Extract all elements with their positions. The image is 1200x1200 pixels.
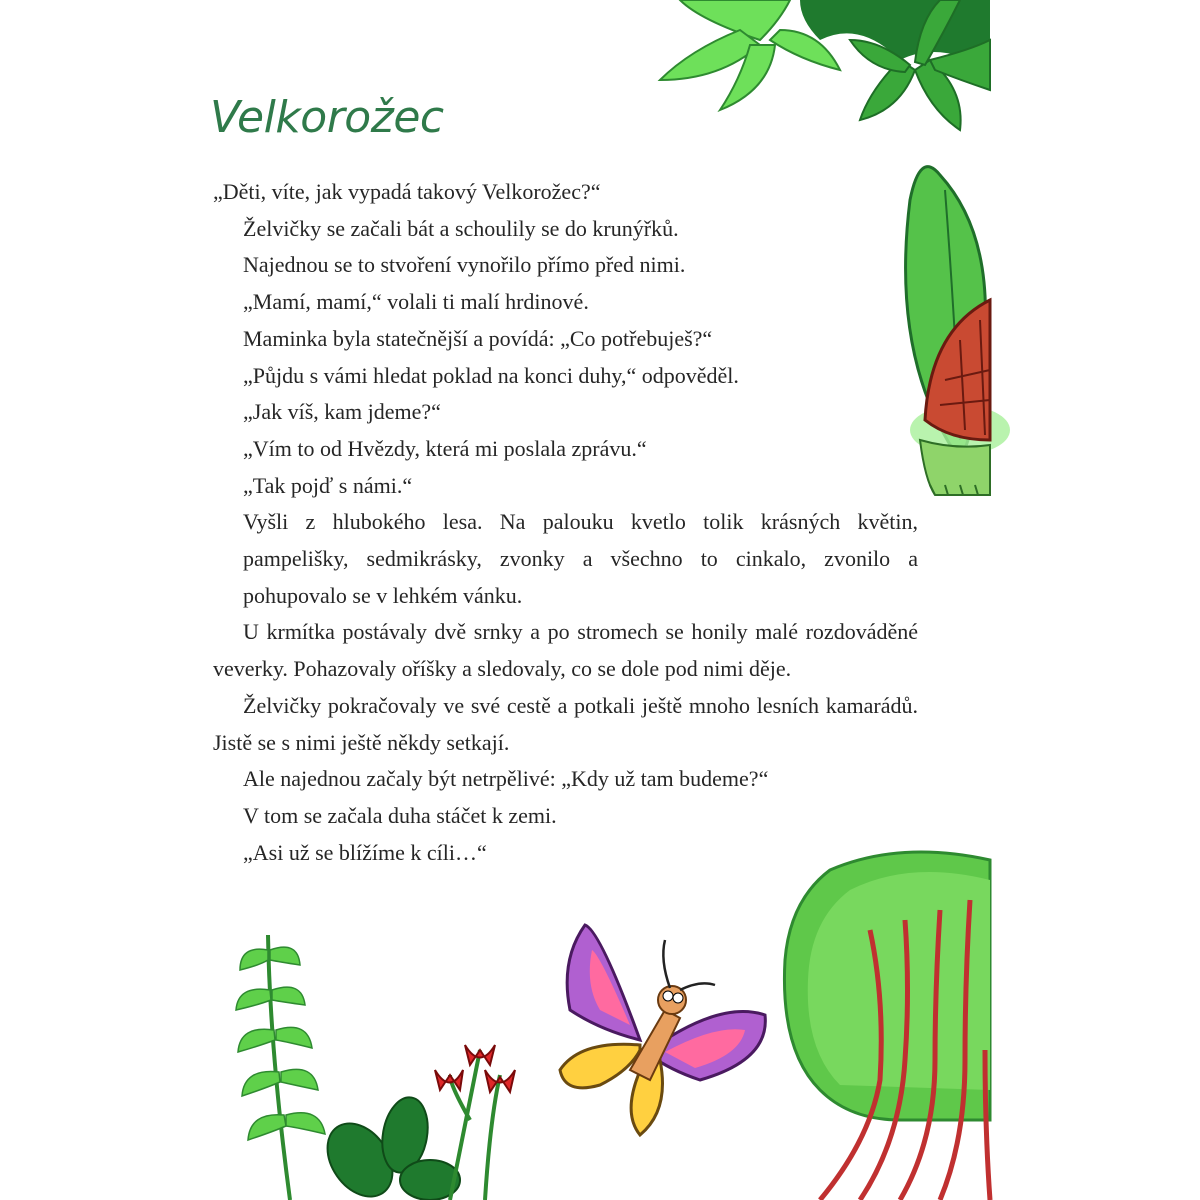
story-paragraph: Najednou se to stvoření vynořilo přímo před nimi.: [243, 252, 686, 278]
top-foliage-icon: [660, 0, 990, 130]
story-paragraph: „Vím to od Hvězdy, která mi poslala zprávu.“: [243, 435, 647, 461]
story-paragraph: „Mamí, mamí,“ volali ti malí hrdinové.: [243, 289, 589, 315]
story-paragraph: „Tak pojď s námi.“: [243, 472, 413, 498]
bush-icon: [784, 852, 990, 1200]
story-paragraph: Želvičky pokračovaly ve své cestě a potkali ještě mnoho lesních kamarádů. Jistě se s nimi ještě někdy setkají.: [213, 692, 918, 755]
story-paragraph: V tom se začala duha stáčet k zemi.: [243, 802, 557, 828]
story-paragraph: Vyšli z hlubokého lesa. Na palouku kvetlo tolik krásných květin, pampelišky, sedmikrásky, zvonky a všechno to cinkalo, zvonilo a pohupovalo se v lehkém vánku.: [243, 509, 918, 608]
story-paragraph: Maminka byla statečnější a povídá: „Co potřebuješ?“: [243, 325, 713, 351]
story-paragraph: „Asi už se blížíme k cíli…“: [243, 839, 487, 865]
turtle-icon: [906, 167, 1010, 495]
story-paragraph: Želvičky se začali bát a schoulily se do krunýřků.: [243, 215, 679, 241]
butterfly-icon: [560, 925, 765, 1135]
story-paragraph: „Jak víš, kam jdeme?“: [243, 399, 441, 425]
story-title: Velkorožec: [210, 92, 444, 143]
story-paragraph: U krmítka postávaly dvě srnky a po stromech se honily malé rozdováděné veverky. Pohazovaly oříšky a sledovaly, co se dole pod nimi děje.: [213, 619, 918, 682]
story-paragraph: „Děti, víte, jak vypadá takový Velkorožec?“: [213, 179, 601, 204]
story-paragraph: Ale najednou začaly být netrpělivé: „Kdy už tam budeme?“: [243, 766, 769, 792]
story-text: [213, 174, 918, 871]
fern-icon: [236, 935, 460, 1200]
story-paragraph: „Půjdu s vámi hledat poklad na konci duhy,“ odpověděl.: [243, 362, 739, 388]
